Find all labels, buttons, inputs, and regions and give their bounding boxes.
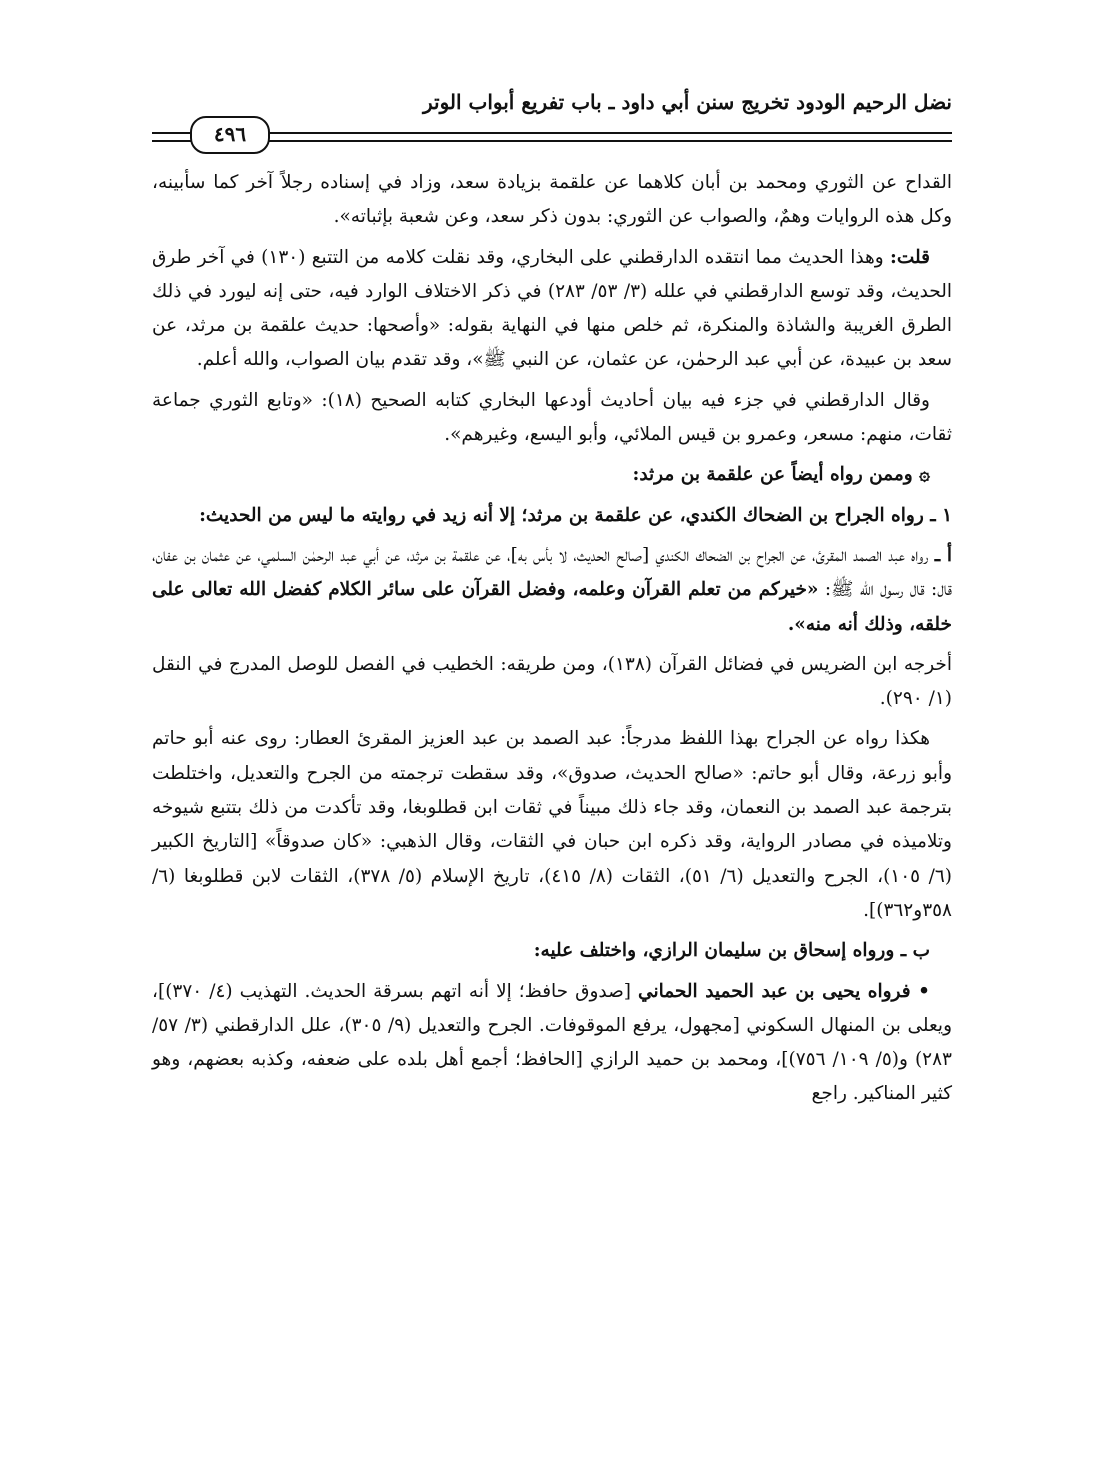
paragraph-text: وهذا الحديث مما انتقده الدارقطني على البخاري، وقد نقلت كلامه من التتبع (١٣٠) في آخر طرق الحديث، وقد توسع الدارقطني في علله (٣/ ٥٣/ ٢٨٣) في ذكر الاختلاف الوارد فيه، حتى إنه ليورد في ذلك الطرق الغريبة والشاذة والمنكرة، ثم خلص منها في النهاية بقوله: «وأصحها: حديث علقمة بن مرثد، عن سعد بن عبيدة، عن أبي عبد الرحمٰن، عن عثمان، عن النبي ﷺ»، وقد تقدم بيان الصواب، والله أعلم. — [152, 246, 952, 371]
section-heading-text: ١ ـ رواه الجراح بن الضحاك الكندي، عن علقمة بن مرثد؛ إلا أنه زيد في روايته ما ليس من الحديث: — [199, 504, 952, 526]
section-heading — [152, 499, 952, 533]
section-heading — [152, 934, 952, 968]
paragraph — [152, 539, 952, 642]
paragraph-text: رواه عبد الصمد المقرئ، عن الجراح بن الضحاك الكندي [صالح الحديث، لا بأس به]، عن علقمة بن مرثد، عن أبي عبد الرحمٰن السلمي، عن عثمان بن عفان، قال: قال رسول الله ﷺ: — [152, 544, 952, 601]
running-title: نضل الرحيم الودود تخريج سنن أبي داود ـ باب تفريع أبواب الوتر — [422, 90, 952, 114]
paragraph-lead: أ ـ — [934, 544, 952, 566]
paragraph-lead: • فرواه يحيى بن عبد الحميد الحماني — [638, 980, 930, 1002]
paragraph — [152, 241, 952, 378]
page-body — [152, 166, 952, 1118]
page-number: ٤٩٦ — [190, 116, 270, 154]
paragraph — [152, 975, 952, 1112]
hadith-quote: «خيركم من تعلم القرآن وعلمه، وفضل القرآن على سائر الكلام كفضل الله تعالى على خلقه، وذلك أنه منه». — [152, 579, 952, 635]
section-heading-text: ب ـ ورواه إسحاق بن سليمان الرازي، واختلف عليه: — [533, 940, 930, 962]
paragraph: أخرجه ابن الضريس في فضائل القرآن (١٣٨)، ومن طريقه: الخطيب في الفصل للوصل المدرج في النقل (١/ ٢٩٠). — [152, 653, 952, 710]
header-rule — [152, 132, 952, 142]
paragraph-text: [صدوق حافظ؛ إلا أنه اتهم بسرقة الحديث. التهذيب (٤/ ٣٧٠)]، ويعلى بن المنهال السكوني [مجهول، يرفع الموقوفات. الجرح والتعديل (٩/ ٣٠٥)، علل الدارقطني (٣/ ٥٧/ ٢٨٣) و(٥/ ١٠٩/ ٧٥٦)]، ومحمد بن حميد الرازي [الحافظ؛ أجمع أهل بلده على ضعفه، وكذبه بعضهم، وهو كثير المناكير. راجع — [152, 980, 953, 1105]
paragraph: هكذا رواه عن الجراح بهذا اللفظ مدرجاً: عبد الصمد بن عبد العزيز المقرئ العطار: روى عنه أبو حاتم وأبو زرعة، وقال أبو حاتم: «صالح الحديث، صدوق»، وقد سقطت ترجمته من الجرح والتعديل، واختلطت بترجمة عبد الصمد بن النعمان، وقد جاء ذلك مبيناً في ثقات ابن قطلوبغا، وقد تأكدت من ذلك بتتبع شيوخه وتلاميذه في مصادر الرواية، وقد ذكره ابن حبان في الثقات، وقال الذهبي: «كان صدوقاً» [التاريخ الكبير (٦/ ١٠٥)، الجرح والتعديل (٦/ ٥١)، الثقات (٨/ ٤١٥)، تاريخ الإسلام (٥/ ٣٧٨)، الثقات لابن قطلوبغا (٦/ ٣٥٨و٣٦٢)]. — [152, 728, 952, 921]
page-header — [152, 88, 952, 158]
paragraph-lead: قلت: — [890, 246, 930, 268]
paragraph: وقال الدارقطني في جزء فيه بيان أحاديث أودعها البخاري كتابه الصحيح (١٨): «وتابع الثوري جماعة ثقات، منهم: مسعر، وعمرو بن قيس الملائي، وأبو اليسع، وغيرهم». — [152, 389, 952, 446]
section-heading — [152, 458, 952, 492]
paragraph: القداح عن الثوري ومحمد بن أبان كلاهما عن علقمة بزيادة سعد، وزاد في إسناده رجلاً آخر كما سأبينه، وكل هذه الروايات وهمٌ، والصواب عن الثوري: بدون ذكر سعد، وعن شعبة بإثباته». — [152, 172, 952, 228]
section-heading-text: ۞ وممن رواه أيضاً عن علقمة بن مرثد: — [632, 464, 930, 486]
